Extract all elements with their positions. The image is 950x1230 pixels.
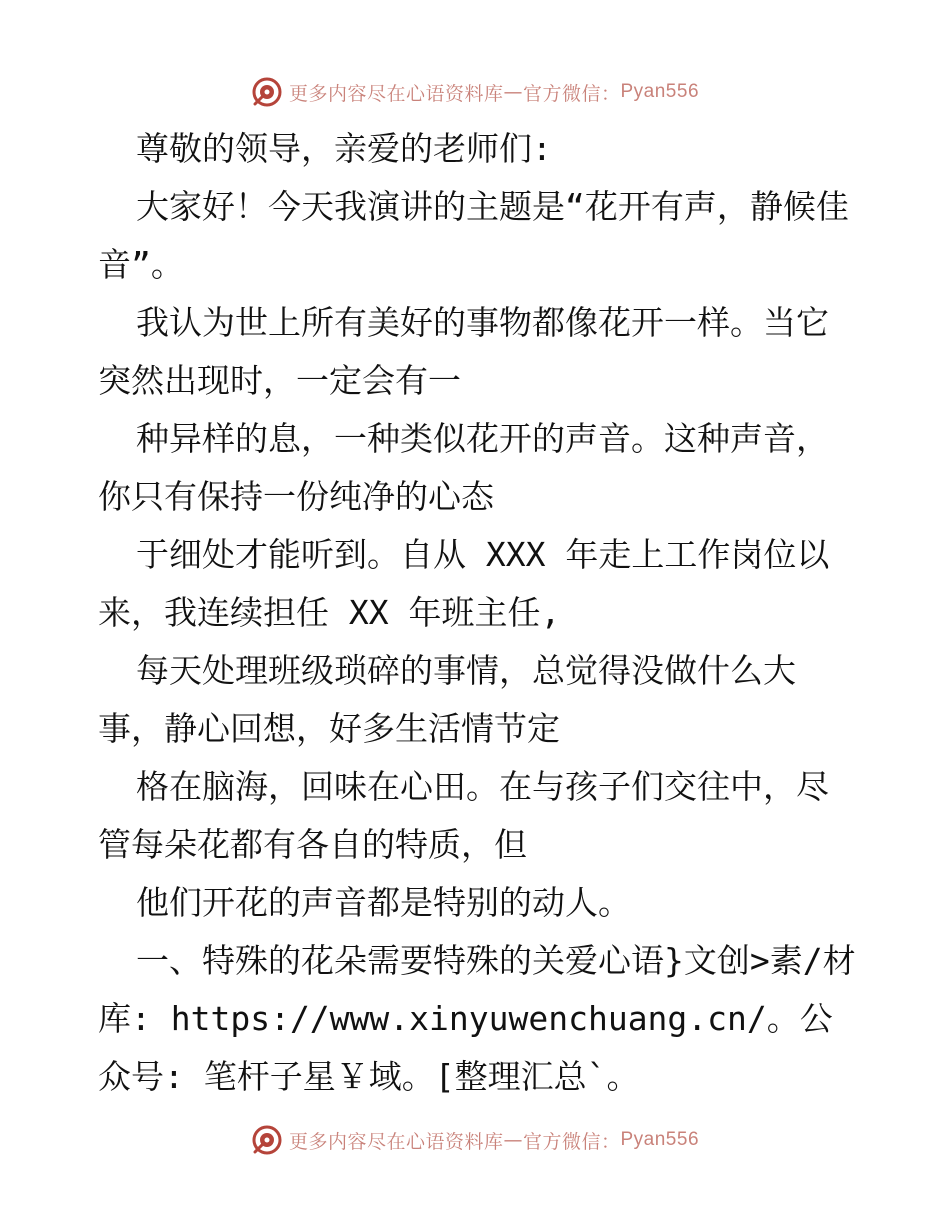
paragraph-salutation: 尊敬的领导，亲爱的老师们: <box>136 129 552 168</box>
pen-logo-icon <box>251 76 283 108</box>
paragraph-greeting: 大家好！今天我演讲的主题是“花开有声，静候佳音”。 <box>98 187 849 284</box>
watermark-label: 官方微信： <box>522 82 621 105</box>
watermark-separator: — <box>503 81 523 103</box>
pen-logo-icon <box>251 1124 283 1156</box>
watermark-wechat-id: Pyan556 <box>620 81 700 102</box>
document-body <box>98 120 858 1106</box>
watermark-label: 官方微信： <box>522 1130 621 1153</box>
paragraph-body: 格在脑海，回味在心田。在与孩子们交往中，尽管每朵花都有各自的特质，但 <box>98 767 829 864</box>
watermark-header <box>0 72 950 112</box>
paragraph-section-heading: 一、特殊的花朵需要特殊的关爱心语}文创>素/材库: https://www.xinyuwenchuang.cn/。公众号: 笔杆子星￥域。[整理汇总`。 <box>98 941 856 1096</box>
watermark-main-text: 更多内容尽在心语资料库 <box>288 82 504 105</box>
watermark-wechat-id: Pyan556 <box>620 1129 700 1150</box>
paragraph-body: 于细处才能听到。自从 XXX 年走上工作岗位以来，我连续担任 XX 年班主任, <box>98 535 830 632</box>
watermark-main-text: 更多内容尽在心语资料库 <box>288 1130 504 1153</box>
watermark-separator: — <box>503 1129 523 1151</box>
paragraph-body: 种异样的息，一种类似花开的声音。这种声音，你只有保持一份纯净的心态 <box>98 419 829 516</box>
paragraph-body: 他们开花的声音都是特别的动人。 <box>136 883 631 922</box>
paragraph-body: 每天处理班级琐碎的事情，总觉得没做什么大事，静心回想，好多生活情节定 <box>98 651 796 748</box>
paragraph-body: 我认为世上所有美好的事物都像花开一样。当它突然出现时，一定会有一 <box>98 303 829 400</box>
watermark-footer <box>0 1120 950 1160</box>
